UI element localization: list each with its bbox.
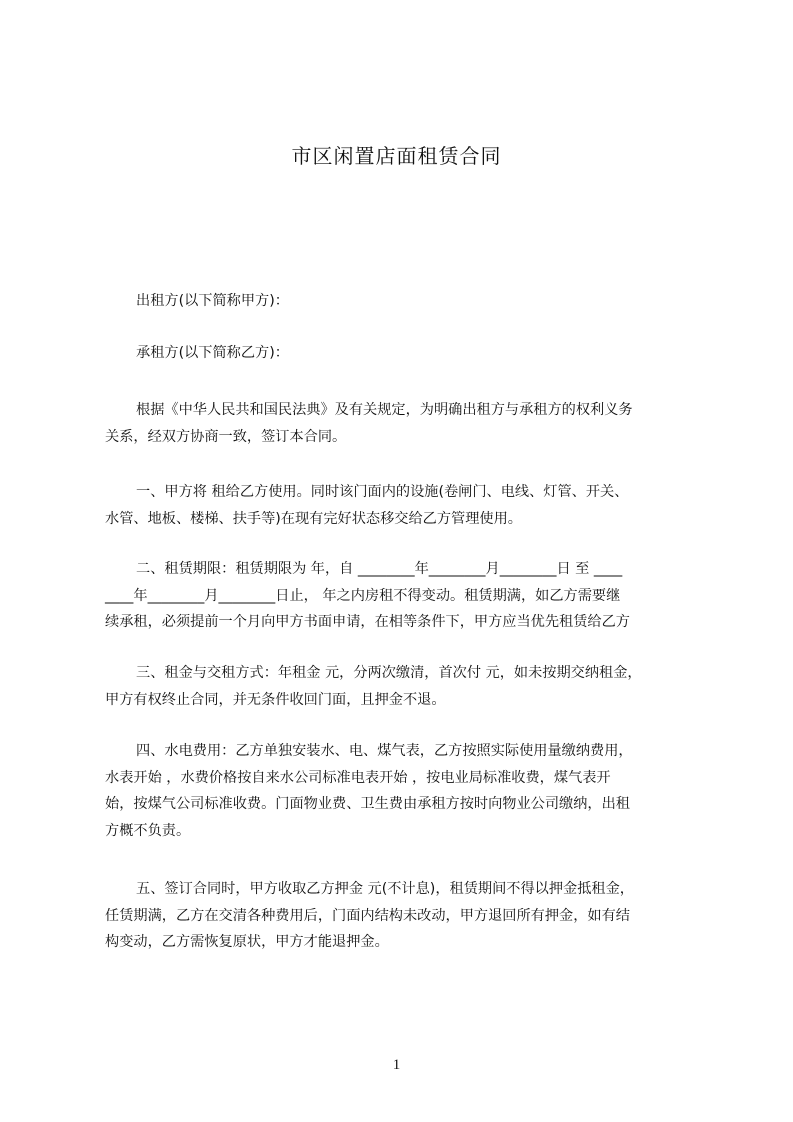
intro-line: 根据《中华人民共和国民法典》及有关规定，为明确出租方与承租方的权利义务 [136, 402, 633, 418]
clause-line: 续承租，必须提前一个月向甲方书面申请，在相等条件下，甲方应当优先租赁给乙方 [105, 614, 630, 630]
intro-paragraph [105, 397, 705, 450]
clause-1 [105, 479, 705, 532]
clause-line: 三、租金与交租方式：年租金 元，分两次缴清，首次付 元，如未按期交纳租金， [136, 665, 642, 681]
clause-line: 甲方有权终止合同，并无条件收回门面，且押金不退。 [105, 691, 446, 708]
clause-line: 一、甲方将 租给乙方使用。同时该门面内的设施(卷闸门、电线、灯管、开关、 [136, 484, 629, 500]
clause-line: 方概不负责。 [105, 822, 191, 839]
clause-line: 水表开始 ，水费价格按自来水公司标准电表开始 ，按电业局标准收费，煤气表开 [105, 769, 611, 786]
clause-line: 四、水电费用：乙方单独安装水、电、煤气表，乙方按照实际使用量缴纳费用， [136, 743, 633, 759]
document-title: 市区闲置店面租赁合同 [291, 144, 502, 168]
clause-line: 任赁期满，乙方在交清各种费用后，门面内结构未改动，甲方退回所有押金，如有结 [105, 907, 630, 924]
clause-line: 五、签订合同时，甲方收取乙方押金 元(不计息)，租赁期间不得以押金抵租金， [136, 881, 634, 897]
clause-2 [105, 556, 705, 636]
clause-line: ____年________月________日止， 年之内房租不得变动。租赁期满，如乙方需要继 [105, 587, 621, 604]
lessor-label: 出租方(以下简称甲方)： [136, 293, 289, 309]
page-number: 1 [392, 1057, 401, 1073]
clause-line: 构变动，乙方需恢复原状，甲方才能退押金。 [105, 934, 389, 950]
clause-line: 水管、地板、楼梯、扶手等)在现有完好状态移交给乙方管理使用。 [105, 510, 522, 527]
clause-line: 始，按煤气公司标准收费。门面物业费、卫生费由承租方按时向物业公司缴纳，出租 [105, 796, 630, 812]
lessee-label: 承租方(以下简称乙方)： [136, 345, 289, 361]
clause-5 [105, 876, 705, 956]
clause-4 [105, 738, 705, 844]
intro-line: 关系，经双方协商一致，签订本合同。 [105, 428, 347, 445]
clause-line: 二、租赁期限：租赁期限为 年，自 ________年________月________日 至 ____ [136, 561, 623, 577]
clause-3 [105, 660, 705, 713]
